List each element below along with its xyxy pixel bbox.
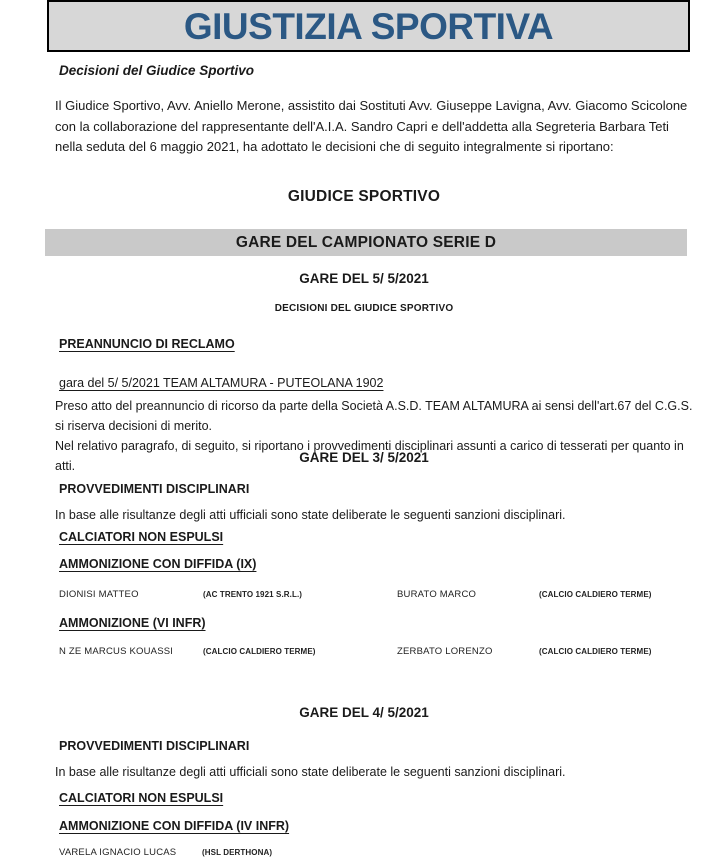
judge-heading: GIUDICE SPORTIVO (287, 188, 441, 205)
player-club: (CALCIO CALDIERO TERME) (203, 647, 316, 656)
calciatori-heading-2 (59, 791, 223, 805)
calciatori-heading-2-label: CALCIATORI NON ESPULSI (59, 791, 224, 805)
player-club: (CALCIO CALDIERO TERME) (539, 647, 652, 656)
sanction-heading-vi-label: AMMONIZIONE (VI INFR) (59, 616, 206, 630)
gare-5-5-title: GARE DEL 5/ 5/2021 (299, 271, 429, 286)
provvedimenti-heading-2: PROVVEDIMENTI DISCIPLINARI (59, 739, 250, 753)
player-name: N ZE MARCUS KOUASSI (59, 646, 174, 657)
provvedimenti-heading-1: PROVVEDIMENTI DISCIPLINARI (59, 482, 250, 496)
sanctions-intro-2: In base alle risultanze degli atti ufficiali sono state deliberate le seguenti sanzioni disciplinari. (55, 765, 566, 779)
gare-4-5-title: GARE DEL 4/ 5/2021 (299, 705, 429, 720)
calciatori-heading-1-label: CALCIATORI NON ESPULSI (59, 530, 224, 544)
player-name: VARELA IGNACIO LUCAS (59, 847, 177, 858)
gare-3-5-title: GARE DEL 3/ 5/2021 (299, 450, 429, 465)
player-name: DIONISI MATTEO (59, 589, 139, 600)
sanctions-intro-1: In base alle risultanze degli atti ufficiali sono state deliberate le seguenti sanzioni disciplinari. (55, 508, 566, 522)
player-club: (CALCIO CALDIERO TERME) (539, 590, 652, 599)
player-club: (AC TRENTO 1921 S.R.L.) (203, 590, 303, 599)
intro-paragraph: Il Giudice Sportivo, Avv. Aniello Merone, assistito dai Sostituti Avv. Giuseppe Lavigna, Avv. Giacomo Scicolone con la collaborazione del rappresentante dell'A.I.A. Sandro Capri e dell'addetta alla Segreteria Barbara Teti nella seduta del 6 maggio 2021, ha adottato le decisioni che di seguito integralmente si riportano: (55, 98, 688, 154)
sanction-heading-ix-label: AMMONIZIONE CON DIFFIDA (IX) (59, 557, 257, 571)
preannuncio-body-1: Preso atto del preannuncio di ricorso da parte della Società A.S.D. TEAM ALTAMURA ai sensi dell'art.67 del C.G.S. si riserva decisioni di merito. (55, 399, 693, 433)
preannuncio-body-2: Nel relativo paragrafo, di seguito, si riportano i provvedimenti disciplinari assunti a carico di tesserati per quanto in atti. (55, 439, 684, 473)
series-banner (45, 229, 687, 256)
sanction-heading-iv (59, 819, 289, 833)
calciatori-heading-1 (59, 530, 223, 544)
preannuncio-heading (59, 337, 235, 351)
match-line (59, 376, 383, 390)
sanction-heading-ix (59, 557, 256, 571)
player-name: BURATO MARCO (397, 589, 477, 600)
sanction-heading-iv-label: AMMONIZIONE CON DIFFIDA (IV INFR) (59, 819, 290, 833)
player-name: ZERBATO LORENZO (397, 646, 493, 657)
series-banner-label: GARE DEL CAMPIONATO SERIE D (235, 234, 497, 251)
page-title: GIUSTIZIA SPORTIVA (183, 6, 554, 47)
sanction-heading-vi (59, 616, 206, 630)
match-line-label: gara del 5/ 5/2021 TEAM ALTAMURA - PUTEOLANA 1902 (59, 376, 384, 390)
decisions-heading: DECISIONI DEL GIUDICE SPORTIVO (274, 303, 454, 314)
doc-subtitle: Decisioni del Giudice Sportivo (59, 63, 255, 78)
player-club: (HSL DERTHONA) (202, 848, 273, 857)
preannuncio-heading-label: PREANNUNCIO DI RECLAMO (59, 337, 235, 351)
title-banner (47, 0, 690, 52)
